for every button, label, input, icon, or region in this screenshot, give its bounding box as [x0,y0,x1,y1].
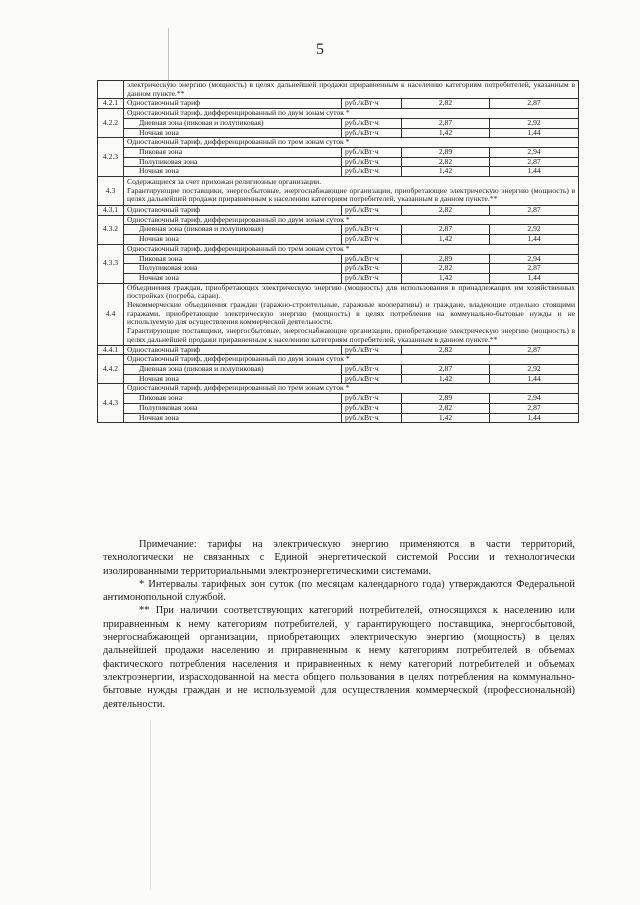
value-second-half: 1,44 [490,128,579,138]
tariff-name: Одноставочный тариф [124,99,342,109]
tariff-name: Полупиковая зона [124,403,342,413]
table-row-subheader [98,355,579,365]
table-row [98,206,579,216]
unit-cell: руб./кВт·ч [342,364,402,374]
unit-cell: руб./кВт·ч [342,345,402,355]
unit-cell: руб./кВт·ч [342,157,402,167]
value-first-half: 2,82 [402,403,490,413]
value-second-half: 1,44 [490,273,579,283]
value-second-half: 1,44 [490,374,579,384]
unit-cell: руб./кВт·ч [342,374,402,384]
table-row [98,118,579,128]
table-row [98,264,579,274]
row-code: 4.4.3 [98,384,124,423]
note-footnote-1: * Интервалы тарифных зон суток (по месяцам календарного года) утверждаются Федеральной антимонопольной службой. [103,578,575,604]
value-first-half: 2,87 [402,364,490,374]
row-code: 4.2.1 [98,99,124,109]
tariff-name: Ночная зона [124,167,342,177]
note-primechanie: Примечание: тарифы на электрическую энергию применяются в части территорий, технологически не связанных с Единой энергетической системой России и технологически изолированными территориальными электроэнергетическими системами. [103,539,575,577]
unit-cell: руб./кВт·ч [342,206,402,216]
value-second-half: 2,87 [490,264,579,274]
value-second-half: 2,92 [490,364,579,374]
value-first-half: 2,87 [402,225,490,235]
table-row [98,364,579,374]
table-row [98,167,579,177]
value-first-half: 1,42 [402,413,490,423]
value-second-half: 2,87 [490,206,579,216]
value-second-half: 2,87 [490,403,579,413]
tariff-name: Пиковая зона [124,147,342,157]
category-paragraph: Содержащиеся за счет прихожан религиозные организации. [127,176,322,186]
table-row [98,403,579,413]
unit-cell: руб./кВт·ч [342,273,402,283]
table-row [98,254,579,264]
table-row-subheader [98,109,579,119]
row-code: 4.3.3 [98,244,124,283]
unit-cell: руб./кВт·ч [342,254,402,264]
tariff-name: Одноставочный тариф [124,206,342,216]
value-first-half: 2,89 [402,254,490,264]
zone-tariff-header: Одноставочный тариф, дифференцированный по двум зонам суток * [124,215,579,225]
value-first-half: 2,82 [402,345,490,355]
unit-cell: руб./кВт·ч [342,394,402,404]
page-number: 5 [316,41,324,58]
lead-text: электрическую энергию (мощность) в целях дальнейшей продажи приравненным к населению категориям потребителей, указанным в данном пункте.** [124,81,579,99]
table-row-lead [98,81,579,99]
table-row [98,128,579,138]
tariff-name: Полупиковая зона [124,264,342,274]
unit-cell: руб./кВт·ч [342,99,402,109]
unit-cell: руб./кВт·ч [342,128,402,138]
value-second-half: 1,44 [490,235,579,245]
table-row [98,374,579,384]
row-code: 4.3.2 [98,215,124,244]
value-first-half: 2,89 [402,394,490,404]
table-row-subheader [98,138,579,148]
unit-cell: руб./кВт·ч [342,413,402,423]
unit-cell: руб./кВт·ч [342,118,402,128]
tariff-name: Ночная зона [124,273,342,283]
table-row [98,413,579,423]
value-first-half: 1,42 [402,273,490,283]
table-row-subheader [98,384,579,394]
row-code: 4.2.3 [98,138,124,177]
tariff-name: Ночная зона [124,413,342,423]
value-first-half: 2,87 [402,118,490,128]
value-second-half: 2,87 [490,157,579,167]
table-row [98,235,579,245]
category-code: 4.3 [98,177,124,206]
zone-tariff-header: Одноставочный тариф, дифференцированный по двум зонам суток * [124,355,579,365]
category-description [124,283,579,345]
tariff-name: Пиковая зона [124,254,342,264]
unit-cell: руб./кВт·ч [342,403,402,413]
category-paragraph: Объединения граждан, приобретающих электрическую энергию (мощность) для использования в принадлежащих им хозяйственных постройках (погреба, сараи). [127,283,576,301]
row-code: 4.3.1 [98,206,124,216]
value-first-half: 2,82 [402,99,490,109]
table-row-category [98,177,579,206]
row-code: 4.2.2 [98,109,124,138]
category-description [124,177,579,206]
value-second-half: 2,87 [490,345,579,355]
unit-cell: руб./кВт·ч [342,167,402,177]
category-paragraph: Гарантирующие поставщики, энергосбытовые, энергоснабжающие организации, приобретающие электрическую энергию (мощность) в целях дальнейшей продажи приравненным к населению категориям потребителей, указанным в данном пункте.** [127,326,576,344]
value-second-half: 2,92 [490,225,579,235]
tariff-name: Ночная зона [124,374,342,384]
value-second-half: 2,94 [490,254,579,264]
value-first-half: 2,82 [402,157,490,167]
zone-tariff-header: Одноставочный тариф, дифференцированный по трем зонам суток * [124,138,579,148]
tariff-name: Ночная зона [124,235,342,245]
tariff-name: Полупиковая зона [124,157,342,167]
unit-cell: руб./кВт·ч [342,235,402,245]
value-second-half: 2,94 [490,147,579,157]
table-row-subheader [98,215,579,225]
tariff-name: Дневная зона (пиковая и полупиковая) [124,364,342,374]
table-row-subheader [98,244,579,254]
table-row [98,394,579,404]
tariff-name: Дневная зона (пиковая и полупиковая) [124,225,342,235]
value-first-half: 2,82 [402,206,490,216]
table-row [98,345,579,355]
value-first-half: 2,89 [402,147,490,157]
table-row-category [98,283,579,345]
category-paragraph: Некоммерческие объединения граждан (гаражно-строительные, гаражные кооперативы) и граждане, владеющие отдельно стоящими гаражами, приобретающие электрическую энергию (мощность) в целях потребления на коммунально-бытовые нужды и не используемую для осуществления коммерческой деятельности. [127,300,576,327]
value-second-half: 1,44 [490,167,579,177]
category-code: 4.4 [98,283,124,345]
tariff-name: Дневная зона (пиковая и полупиковая) [124,118,342,128]
unit-cell: руб./кВт·ч [342,264,402,274]
value-first-half: 1,42 [402,128,490,138]
unit-cell: руб./кВт·ч [342,147,402,157]
value-first-half: 1,42 [402,167,490,177]
table-row [98,157,579,167]
row-code: 4.4.2 [98,355,124,384]
tariff-name: Пиковая зона [124,394,342,404]
scan-artifact-line [150,720,151,890]
scan-artifact-line [168,28,169,86]
notes-block [103,538,575,711]
table-row [98,225,579,235]
tariff-name: Ночная зона [124,128,342,138]
zone-tariff-header: Одноставочный тариф, дифференцированный по трем зонам суток * [124,384,579,394]
table-row [98,147,579,157]
value-first-half: 1,42 [402,374,490,384]
value-second-half: 1,44 [490,413,579,423]
row-code: 4.4.1 [98,345,124,355]
table-row [98,99,579,109]
value-second-half: 2,92 [490,118,579,128]
table-row [98,273,579,283]
category-paragraph: Гарантирующие поставщики, энергосбытовые, энергоснабжающие организации, приобретающие электрическую энергию (мощность) в целях дальнейшей продажи приравненным к населению категориям потребителей, указанным в данном пункте.** [127,185,576,204]
zone-tariff-header: Одноставочный тариф, дифференцированный по трем зонам суток * [124,244,579,254]
tariff-name: Одноставочный тариф [124,345,342,355]
zone-tariff-header: Одноставочный тариф, дифференцированный по двум зонам суток * [124,109,579,119]
value-second-half: 2,94 [490,394,579,404]
code-cell [98,81,124,99]
tariff-table [97,80,579,423]
value-first-half: 1,42 [402,235,490,245]
note-footnote-2: ** При наличии соответствующих категорий потребителей, относящихся к населению или приравненным к нему категориям потребителей, у гарантирующего поставщика, энергосбытовой, энергоснабжающей организации, приобретающих электрическую энергию (мощность) в целях дальнейшей продажи населению и приравненным к нему категориям потребителей в объемах фактического потребления населения и приравненных к нему категорий потребителей и объемах электроэнергии, израсходованной на места общего пользования в целях потребления на коммунально-бытовые нужды граждан и не используемой для осуществления коммерческой (профессиональной) деятельности. [103,605,575,710]
unit-cell: руб./кВт·ч [342,225,402,235]
value-second-half: 2,87 [490,99,579,109]
value-first-half: 2,82 [402,264,490,274]
